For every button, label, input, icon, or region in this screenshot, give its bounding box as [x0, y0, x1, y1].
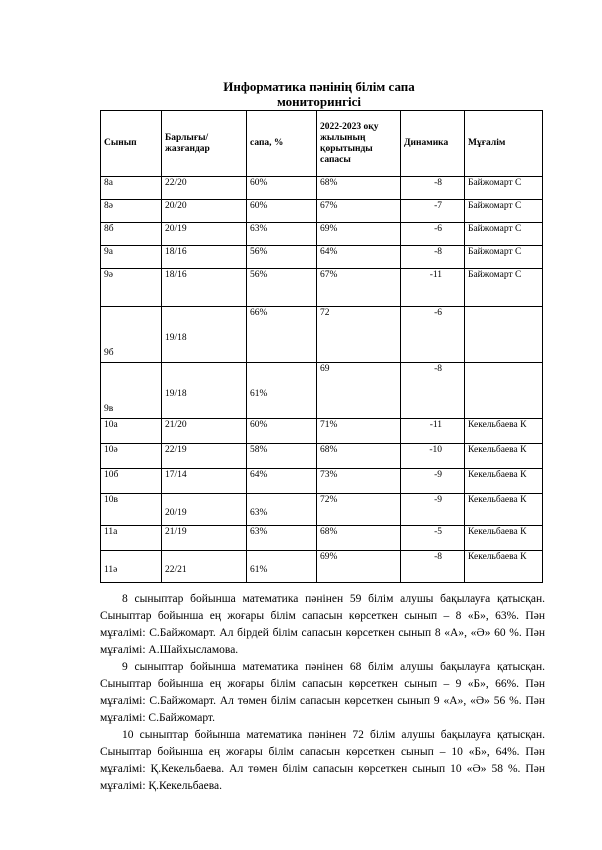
table-row — [101, 363, 543, 419]
cell-class: 10а — [101, 419, 162, 444]
cell-dynamics: -9 — [401, 469, 465, 494]
cell-teacher: Кекельбаева К — [465, 526, 543, 551]
cell-prev: 68% — [317, 526, 401, 551]
cell-teacher: Байжомарт С — [465, 246, 543, 269]
header-total: Барлығы/ жазғандар — [162, 111, 247, 177]
cell-teacher: Кекельбаева К — [465, 551, 543, 583]
table-row — [101, 444, 543, 469]
cell-total: 19/18 — [162, 307, 247, 363]
cell-class: 8ә — [101, 200, 162, 223]
cell-quality: 56% — [247, 246, 317, 269]
cell-total: 22/20 — [162, 177, 247, 200]
cell-dynamics: -6 — [401, 307, 465, 363]
cell-quality: 63% — [247, 494, 317, 526]
cell-class: 8а — [101, 177, 162, 200]
cell-dynamics: -10 — [401, 444, 465, 469]
table-row — [101, 419, 543, 444]
cell-class: 9ә — [101, 269, 162, 307]
cell-total: 21/20 — [162, 419, 247, 444]
table-row — [101, 526, 543, 551]
cell-total: 22/19 — [162, 444, 247, 469]
cell-teacher: Байжомарт С — [465, 269, 543, 307]
cell-dynamics: -5 — [401, 526, 465, 551]
cell-class: 11ә — [101, 551, 162, 583]
cell-class: 10ә — [101, 444, 162, 469]
cell-total: 19/18 — [162, 363, 247, 419]
document-title — [0, 79, 602, 109]
cell-quality: 66% — [247, 307, 317, 363]
quality-table — [100, 110, 543, 583]
cell-quality: 60% — [247, 177, 317, 200]
cell-quality: 56% — [247, 269, 317, 307]
cell-dynamics: -11 — [401, 419, 465, 444]
cell-prev: 71% — [317, 419, 401, 444]
cell-class: 9в — [101, 363, 162, 419]
table-row — [101, 494, 543, 526]
table-row — [101, 200, 543, 223]
cell-class: 9а — [101, 246, 162, 269]
cell-quality: 63% — [247, 223, 317, 246]
cell-prev: 67% — [317, 200, 401, 223]
cell-dynamics: -9 — [401, 494, 465, 526]
cell-teacher — [465, 363, 543, 419]
cell-prev: 69% — [317, 551, 401, 583]
cell-quality: 61% — [247, 363, 317, 419]
table-header-row — [101, 111, 543, 177]
cell-total: 20/20 — [162, 200, 247, 223]
table-row — [101, 246, 543, 269]
cell-teacher: Кекельбаева К — [465, 444, 543, 469]
cell-total: 21/19 — [162, 526, 247, 551]
cell-class: 9б — [101, 307, 162, 363]
cell-class: 8б — [101, 223, 162, 246]
cell-total: 20/19 — [162, 223, 247, 246]
header-dynamics: Динамика — [401, 111, 465, 177]
table-row — [101, 307, 543, 363]
cell-class: 11а — [101, 526, 162, 551]
cell-total: 18/16 — [162, 246, 247, 269]
cell-quality: 60% — [247, 200, 317, 223]
header-class: Сынып — [101, 111, 162, 177]
table-row — [101, 269, 543, 307]
cell-quality: 58% — [247, 444, 317, 469]
cell-prev: 72% — [317, 494, 401, 526]
cell-dynamics: -8 — [401, 246, 465, 269]
cell-dynamics: -8 — [401, 177, 465, 200]
header-quality: сапа, % — [247, 111, 317, 177]
cell-dynamics: -7 — [401, 200, 465, 223]
title-line-2: мониторингісі — [277, 94, 361, 109]
cell-class: 10в — [101, 494, 162, 526]
table-row — [101, 469, 543, 494]
analysis-text — [100, 591, 545, 795]
header-teacher: Мұғалім — [465, 111, 543, 177]
table-row — [101, 551, 543, 583]
cell-teacher: Кекельбаева К — [465, 419, 543, 444]
header-prev-year: 2022-2023 оқу жылының қорытынды сапасы — [317, 111, 401, 177]
paragraph-grade-8: 8 сыныптар бойынша математика пәнінен 59 білім алушы бақылауға қатысқан. Сыныптар бойынша ең жоғары білім сапасын көрсеткен сынып – 8 «Б», 63%. Пән мұғалімі: С.Байжомарт. Ал бірдей білім сапасын көрсеткен сынып 8 «А», «Ә» 60 %. Пән мұғалімі: А.Шайхысламова. — [100, 593, 545, 656]
table-row — [101, 223, 543, 246]
cell-total: 20/19 — [162, 494, 247, 526]
cell-class: 10б — [101, 469, 162, 494]
cell-teacher: Байжомарт С — [465, 223, 543, 246]
cell-prev: 73% — [317, 469, 401, 494]
cell-dynamics: -6 — [401, 223, 465, 246]
table-row — [101, 177, 543, 200]
cell-prev: 68% — [317, 177, 401, 200]
cell-dynamics: -11 — [401, 269, 465, 307]
cell-teacher: Байжомарт С — [465, 200, 543, 223]
cell-teacher: Байжомарт С — [465, 177, 543, 200]
paragraph-grade-10: 10 сыныптар бойынша математика пәнінен 72 білім алушы бақылауға қатысқан. Сыныптар бойынша ең жоғары білім сапасын көрсеткен сынып – 10 «Б», 64%. Пән мұғалімі: Қ.Кекельбаева. Ал төмен білім сапасын көрсеткен сынып 10 «Ә» 58 %. Пән мұғалімі: Қ.Кекельбаева. — [100, 729, 545, 792]
cell-quality: 60% — [247, 419, 317, 444]
cell-total: 17/14 — [162, 469, 247, 494]
cell-teacher — [465, 307, 543, 363]
cell-prev: 72 — [317, 307, 401, 363]
title-line-1: Информатика пәнінің білім сапа — [223, 79, 415, 94]
cell-teacher: Кекельбаева К — [465, 494, 543, 526]
cell-quality: 63% — [247, 526, 317, 551]
cell-teacher: Кекельбаева К — [465, 469, 543, 494]
cell-prev: 64% — [317, 246, 401, 269]
cell-total: 22/21 — [162, 551, 247, 583]
cell-prev: 69 — [317, 363, 401, 419]
cell-dynamics: -8 — [401, 551, 465, 583]
cell-dynamics: -8 — [401, 363, 465, 419]
cell-prev: 69% — [317, 223, 401, 246]
paragraph-grade-9: 9 сыныптар бойынша математика пәнінен 68 білім алушы бақылауға қатысқан. Сыныптар бойынша ең жоғары білім сапасын көрсеткен сынып – 9 «Б», 66%. Пән мұғалімі: С.Байжомарт. Ал төмен білім сапасын көрсеткен сынып 9 «А», «Ә» 56 %. Пән мұғалімі: С.Байжомарт. — [100, 661, 545, 724]
cell-total: 18/16 — [162, 269, 247, 307]
cell-quality: 61% — [247, 551, 317, 583]
cell-prev: 67% — [317, 269, 401, 307]
cell-prev: 68% — [317, 444, 401, 469]
cell-quality: 64% — [247, 469, 317, 494]
